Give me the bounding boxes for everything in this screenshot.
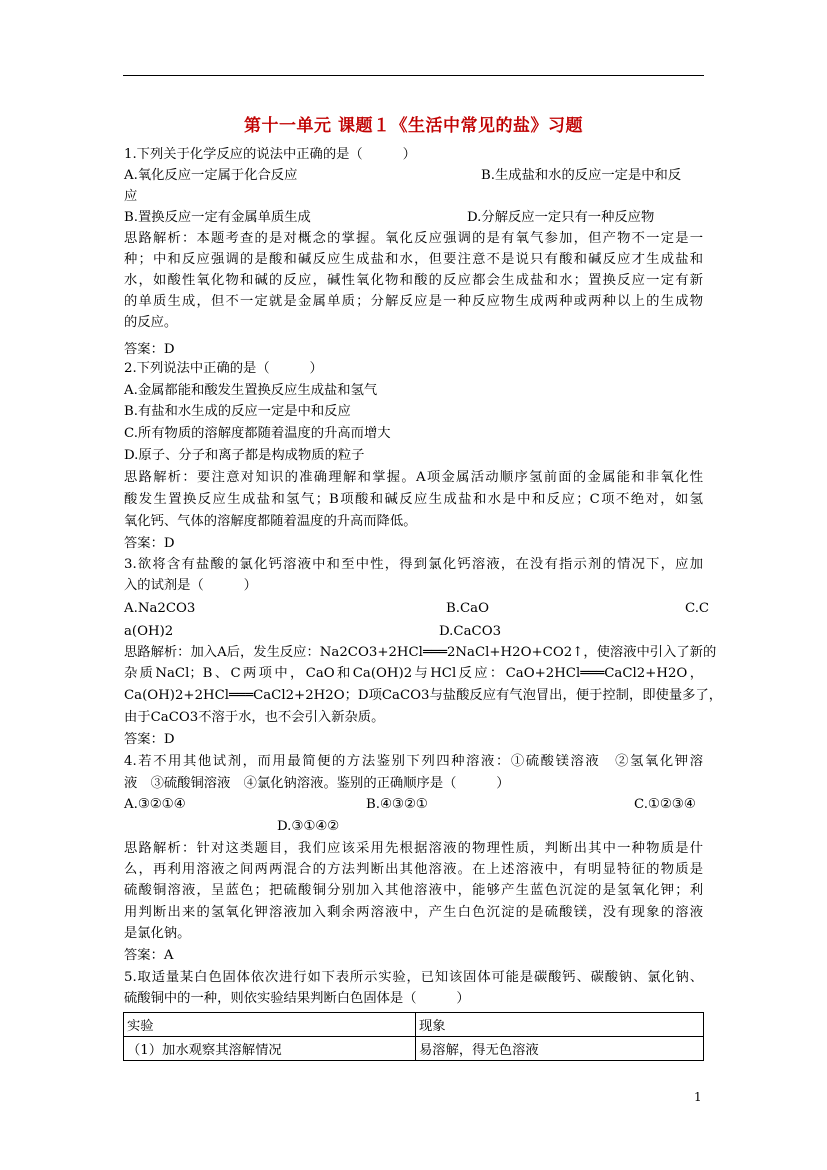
q1-option-c: B.置换反应一定有金属单质生成 xyxy=(124,210,311,225)
q2-option-b: B.有盐和水生成的反应一定是中和反应 xyxy=(124,404,351,419)
q4-option-c: C.①②③④ xyxy=(634,797,696,812)
q1-answer: 答案：D xyxy=(124,342,175,357)
page-title: 第十一单元 课题１《生活中常见的盐》习题 xyxy=(244,116,583,136)
q3-stem-line: 3.欲将含有盐酸的氯化钙溶液中和至中性，得到氯化钙溶液，在没有指示剂的情况下，应加 xyxy=(124,557,703,572)
q4-stem-line: 液 ③硫酸铜溶液 ④氯化钠溶液。鉴别的正确顺序是（ ） xyxy=(124,776,510,791)
q1-analysis-line: 的单质生成，但不一定就是金属单质；分解反应是一种反应物生成两种或两种以上的生成物 xyxy=(124,294,703,309)
table-cell: （1）加水观察其溶解情况 xyxy=(124,1037,416,1061)
q4-answer: 答案：A xyxy=(124,948,174,963)
q1-option-d: D.分解反应一定只有一种反应物 xyxy=(467,210,655,225)
q1-stem: 1.下列关于化学反应的说法中正确的是（ ） xyxy=(124,147,416,162)
table-header-cell: 现象 xyxy=(416,1013,704,1037)
q1-option-a: A.氧化反应一定属于化合反应 xyxy=(124,168,298,183)
table-header-row xyxy=(124,1013,704,1037)
q3-analysis-line: 由于CaCO3不溶于水，也不会引入新杂质。 xyxy=(124,710,385,725)
q2-analysis-line: 氧化钙、气体的溶解度都随着温度的升高而降低。 xyxy=(124,514,417,529)
page-number: 1 xyxy=(694,1090,702,1104)
q4-option-d: D.③①④② xyxy=(277,819,340,834)
q4-stem-line: 4.若不用其他试剂，而用最简便的方法鉴别下列四种溶液：①硫酸镁溶液 ②氢氧化钾溶 xyxy=(124,754,703,769)
q2-option-d: D.原子、分子和离子都是构成物质的粒子 xyxy=(124,448,365,463)
q2-option-c: C.所有物质的溶解度都随着温度的升高而增大 xyxy=(124,426,391,441)
q3-option-d: D.CaCO3 xyxy=(439,624,502,639)
header-rule xyxy=(123,75,704,76)
q3-option-c-wrap: a(OH)2 xyxy=(124,624,174,639)
table-cell: 易溶解，得无色溶液 xyxy=(416,1037,704,1061)
table-header-cell: 实验 xyxy=(124,1013,416,1037)
q5-stem-line: 硫酸铜中的一种，则依实验结果判断白色固体是（ ） xyxy=(124,991,470,1006)
q1-analysis-line: 种；中和反应强调的是酸和碱反应生成盐和水，但要注意不是说只有酸和碱反应才生成盐和 xyxy=(124,252,703,267)
q3-option-a: A.Na2CO3 xyxy=(124,601,196,616)
q3-analysis-line: 杂质NaCl；B、C两项中，CaO和Ca(OH)2与HCl反应：CaO+2HCl═══CaCl2+H2O， xyxy=(124,666,703,681)
q3-analysis-line: Ca(OH)2+2HCl═══CaCl2+2H2O；D项CaCO3与盐酸反应有气泡冒出，便于控制，即使量多了， xyxy=(124,688,723,703)
q4-analysis-line: 是氯化钠。 xyxy=(124,926,191,941)
q2-analysis-line: 思路解析：要注意对知识的准确理解和掌握。A项金属活动顺序氢前面的金属能和非氧化性 xyxy=(124,470,703,485)
q4-analysis-line: 硫酸铜溶液，呈蓝色；把硫酸铜分别加入其他溶液中，能够产生蓝色沉淀的是氢氧化钾；利 xyxy=(124,883,703,898)
q1-option-b: B.生成盐和水的反应一定是中和反 xyxy=(481,168,682,183)
q1-analysis-line: 水，如酸性氧化物和碱的反应，碱性氧化物和酸的反应都会生成盐和水；置换反应一定有新 xyxy=(124,273,703,288)
experiment-table xyxy=(123,1012,704,1061)
q3-option-c: C.C xyxy=(685,601,710,616)
q3-stem-line: 入的试剂是（ ） xyxy=(124,578,257,593)
q2-stem: 2.下列说法中正确的是（ ） xyxy=(124,361,323,376)
q3-option-b: B.CaO xyxy=(446,601,490,616)
q2-option-a: A.金属都能和酸发生置换反应生成盐和氢气 xyxy=(124,383,378,398)
q4-analysis-line: 么，再利用溶液之间两两混合的方法判断出其他溶液。在上述溶液中，有明显特征的物质是 xyxy=(124,862,703,877)
q4-option-a: A.③②①④ xyxy=(124,797,186,812)
q3-answer: 答案：D xyxy=(124,732,175,747)
q3-analysis-line: 思路解析：加入A后，发生反应：Na2CO3+2HCl═══2NaCl+H2O+CO2↑，使溶液中引入了新的 xyxy=(124,645,717,660)
q1-analysis-line: 思路解析：本题考查的是对概念的掌握。氧化反应强调的是有氧气参加，但产物不一定是一 xyxy=(124,231,703,246)
q1-analysis-line: 的反应。 xyxy=(124,315,178,330)
q5-stem-line: 5.取适量某白色固体依次进行如下表所示实验，已知该固体可能是碳酸钙、碳酸钠、氯化钠、 xyxy=(124,970,703,985)
q1-option-b-wrap: 应 xyxy=(124,189,138,204)
q4-analysis-line: 用判断出来的氢氧化钾溶液加入剩余两溶液中，产生白色沉淀的是硫酸镁，没有现象的溶液 xyxy=(124,905,703,920)
table-row xyxy=(124,1037,704,1061)
q2-analysis-line: 酸发生置换反应生成盐和氢气；B项酸和碱反应生成盐和水是中和反应；C项不绝对，如氢 xyxy=(124,492,703,507)
q2-answer: 答案：D xyxy=(124,536,175,551)
q4-analysis-line: 思路解析：针对这类题目，我们应该采用先根据溶液的物理性质，判断出其中一种物质是什 xyxy=(124,841,703,856)
q4-option-b: B.④③②① xyxy=(366,797,428,812)
